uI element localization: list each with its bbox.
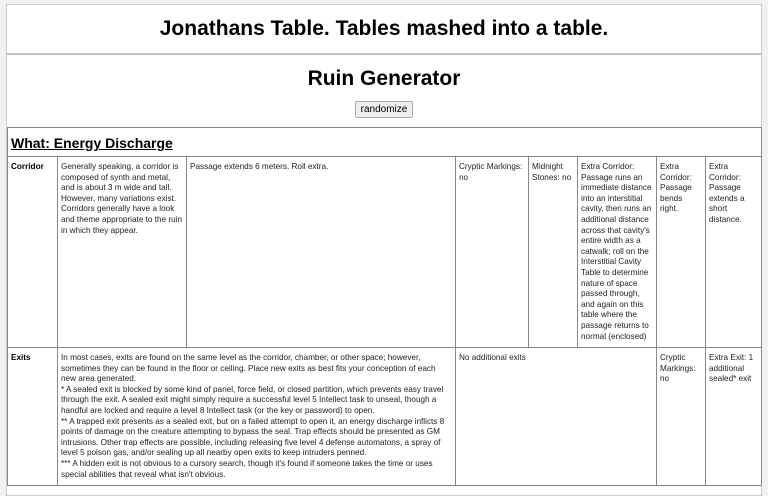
what-heading: What: Energy Discharge (8, 128, 762, 157)
randomize-button[interactable]: randomize (355, 101, 414, 118)
table-row (8, 348, 762, 486)
generator-panel (6, 54, 762, 496)
exits-extra: Extra Exit: 1 additional sealed* exit (706, 348, 762, 486)
corridor-description: Generally speaking, a corridor is composed of synth and metal, and is about 3 m wide and tall. However, many variations exist. Corridors generally have a look and theme appropriate to the ruin in which they appear. (58, 157, 187, 348)
corridor-midnight: Midnight Stones: no (529, 157, 578, 348)
corridor-extra-1: Extra Corridor: Passage runs an immediate distance into an interstitial cavity, then runs an additional distance across that cavity's entire width as a catwalk; roll on the Interstitial Cavity Table to determine nature of space passed through, and again on this table where the passage returns to normal (enclosed) (578, 157, 657, 348)
page-title: Jonathans Table. Tables mashed into a table. (159, 17, 609, 40)
exits-cryptic: Cryptic Markings: no (657, 348, 706, 486)
table-row (8, 157, 762, 348)
page-header (6, 4, 762, 54)
corridor-cryptic: Cryptic Markings: no (456, 157, 529, 348)
exits-description (58, 348, 456, 486)
exits-additional: No additional exits (456, 348, 657, 486)
exits-p2: * A sealed exit is blocked by some kind of panel, force field, or closed partition, which prevents easy travel through the exit. A sealed exit might simply require a successful level 5 Intellect task to unseal, though a handful are locked and require a level 8 Intellect task (or the key or password) to open. (61, 384, 444, 416)
exits-p3: ** A trapped exit presents as a sealed exit, but on a failed attempt to open it, an energy discharge inflicts 8 points of damage on the creature attempting to bypass the seal. Trap effects should be presented as GM intrusions. Other trap effects are possible, including releasing five level 4 defense automatons, a spray of level 5 poison gas, and/or sealing up all nearby open exits to keep intruders penned. (61, 416, 445, 458)
row-label: Corridor (8, 157, 58, 348)
corridor-extra-2: Extra Corridor: Passage bends right. (657, 157, 706, 348)
what-row (8, 128, 762, 157)
corridor-passage: Passage extends 6 meters. Roll extra. (187, 157, 456, 348)
corridor-extra-3: Extra Corridor: Passage extends a short distance. (706, 157, 762, 348)
generator-title: Ruin Generator (307, 67, 461, 90)
exits-p1: In most cases, exits are found on the same level as the corridor, chamber, or other space; however, sometimes they can be found in the floor or ceiling. Place new exits as best fits your conception of each new area generated. (61, 353, 436, 384)
exits-p4: *** A hidden exit is not obvious to a cursory search, though it's found if someone takes the time or uses special abilities that reveal what isn't obvious. (61, 459, 433, 479)
row-label: Exits (8, 348, 58, 486)
result-table (7, 127, 762, 486)
